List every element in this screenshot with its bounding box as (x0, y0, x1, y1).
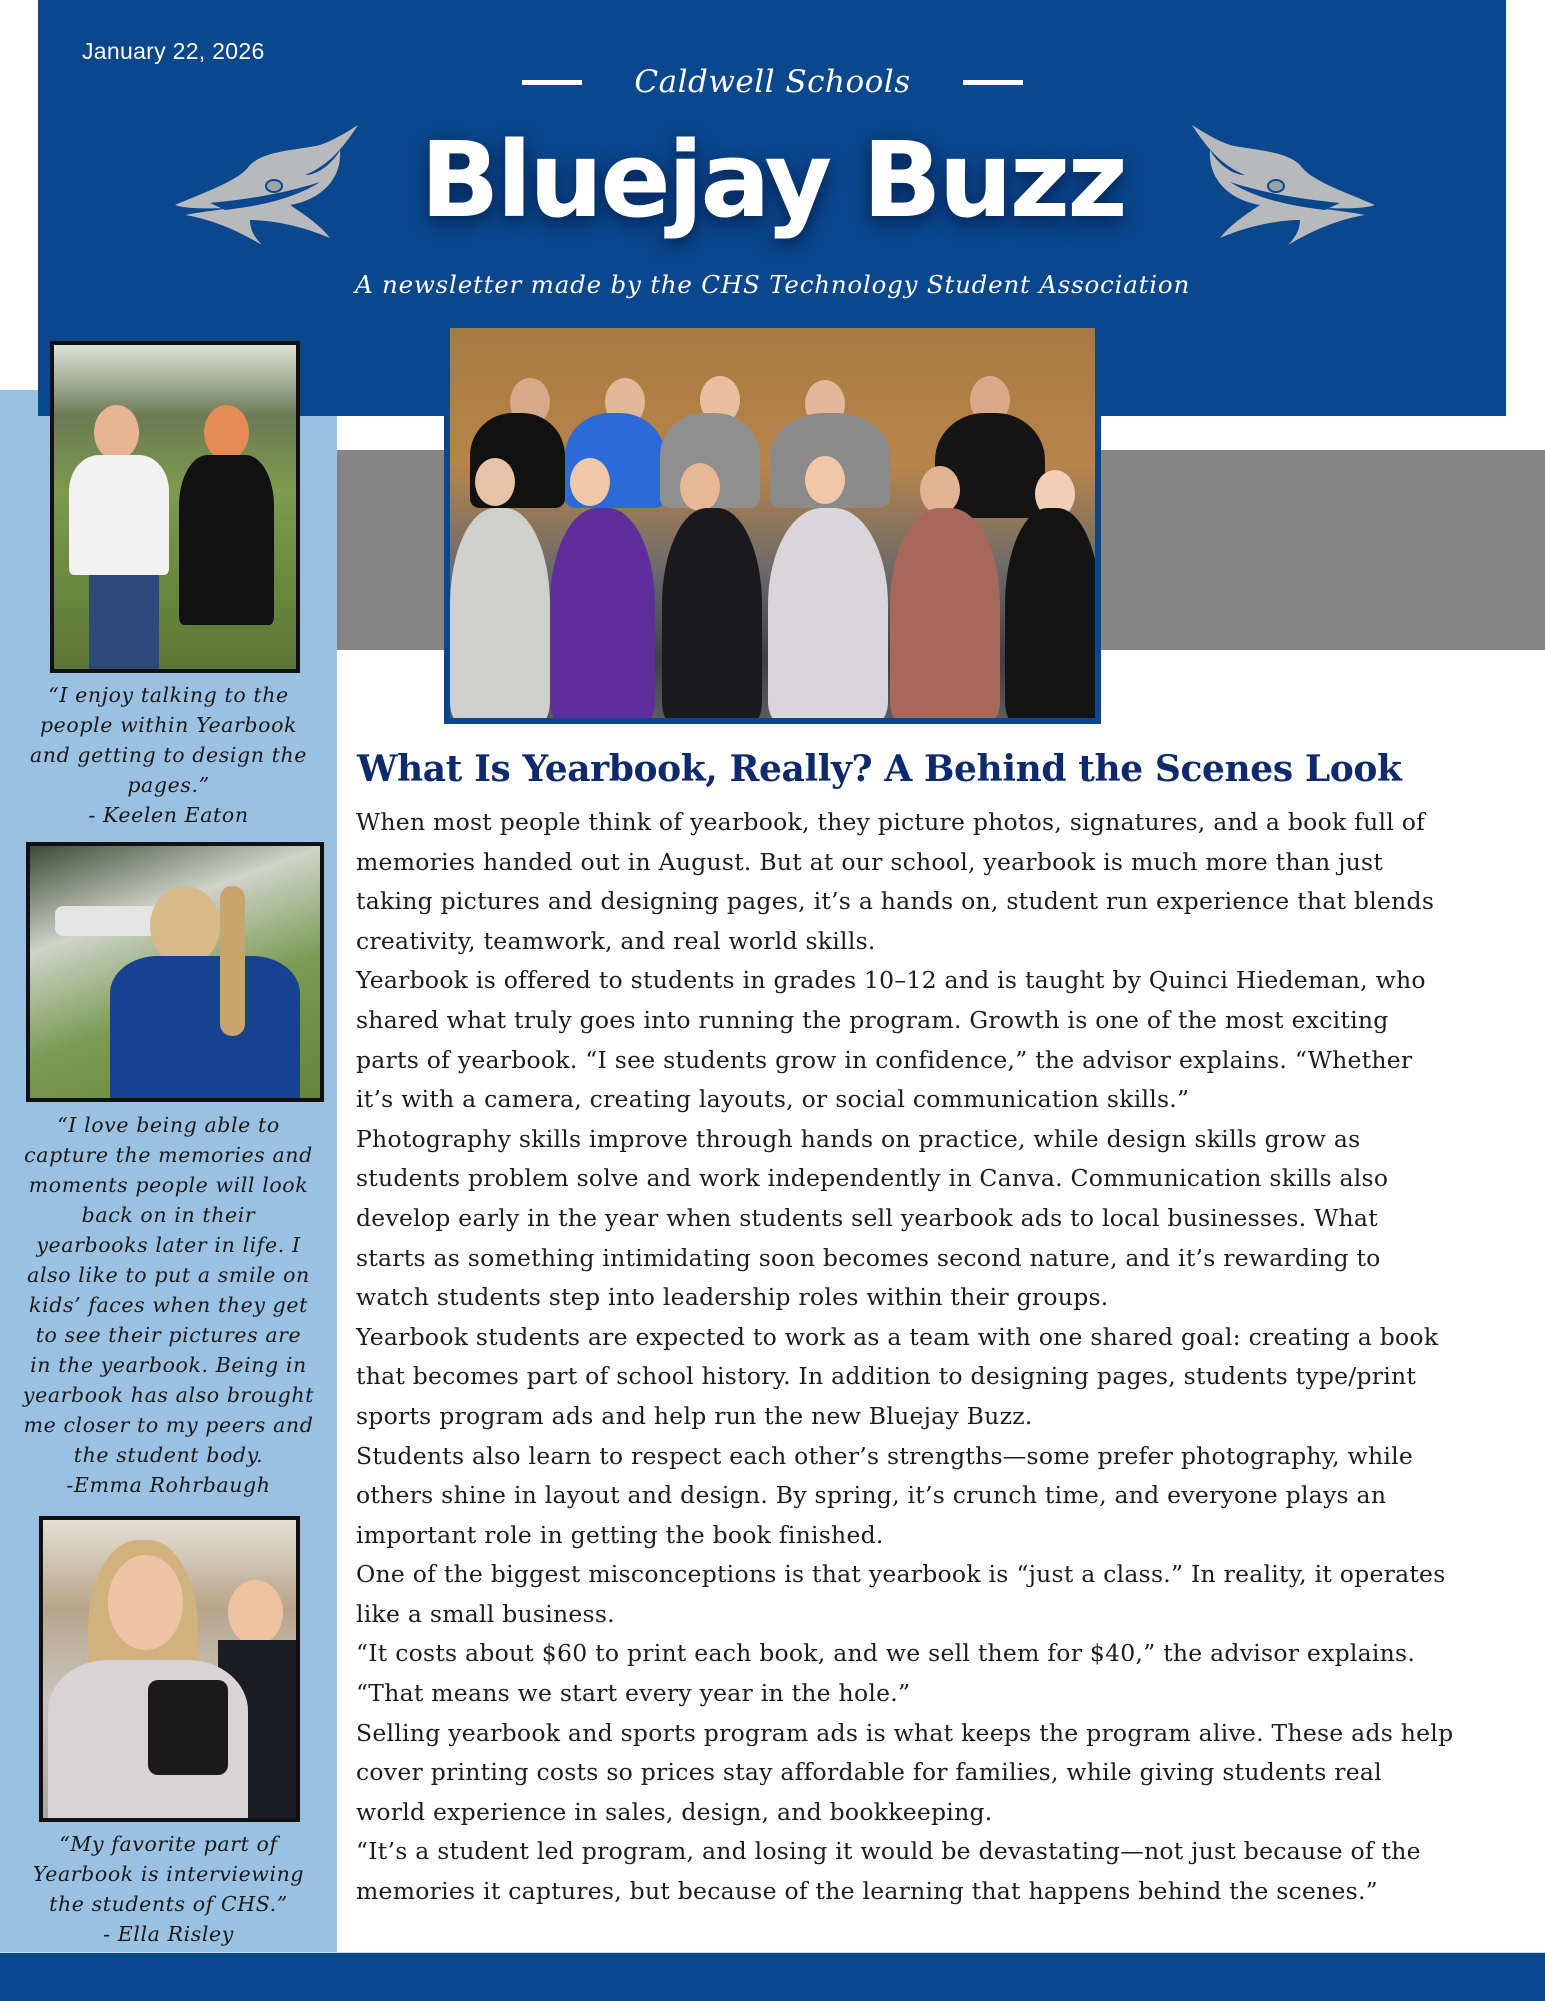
photo-person (450, 508, 550, 723)
quote-attribution: -Emma Rohrbaugh (66, 1473, 271, 1497)
article-title: What Is Yearbook, Really? A Behind the Scenes Look (357, 748, 1402, 790)
article-line: Yearbook students are expected to work as a team with one shared goal: creating a book (356, 1322, 1439, 1351)
article-line: that becomes part of school history. In addition to designing pages, students type/print (356, 1362, 1417, 1391)
article-line: memories handed out in August. But at our school, yearbook is much more than just (356, 847, 1384, 876)
photo-person (550, 508, 655, 723)
quote-line: to see their pictures are (35, 1323, 302, 1347)
camera-icon (148, 1680, 228, 1775)
article-line: memories it captures, but because of the learning that happens behind the scenes.” (356, 1877, 1378, 1906)
article-line: watch students step into leadership roles within their groups. (356, 1283, 1109, 1312)
photo-person (1005, 508, 1100, 723)
quote-line: kids’ faces when they get (29, 1293, 308, 1317)
quote-line: “I enjoy talking to the (48, 683, 289, 707)
photo-person (179, 455, 274, 625)
quote-line: the student body. (73, 1443, 264, 1467)
quote-line: and getting to design the (29, 743, 308, 767)
article-line: taking pictures and designing pages, it’s a hands on, student run experience that blends (356, 887, 1435, 916)
article-line: “That means we start every year in the hole.” (356, 1679, 911, 1708)
photo-person (228, 1580, 283, 1645)
photo-person (805, 456, 845, 504)
quote-attribution: - Keelen Eaton (88, 803, 249, 827)
photo-person (890, 508, 1000, 723)
quote-line: the students of CHS.” (49, 1892, 288, 1916)
article-line: like a small business. (356, 1599, 615, 1628)
article-body (356, 803, 1545, 1912)
school-row (0, 64, 1545, 100)
photo-person (94, 405, 139, 460)
quote-line: “I love being able to (57, 1113, 280, 1137)
photo-person (920, 466, 960, 514)
quote-line: back on in their (81, 1203, 256, 1227)
article-line: others shine in layout and design. By spring, it’s crunch time, and everyone plays an (356, 1481, 1387, 1510)
photo-person (108, 1555, 183, 1650)
quote-ella-risley (0, 1829, 337, 1949)
article-line: important role in getting the book finished. (356, 1520, 884, 1549)
footer-bar (0, 1952, 1545, 2001)
quote-line: yearbook has also brought (22, 1383, 315, 1407)
decorative-rule-right (963, 80, 1023, 85)
photo-person (110, 956, 300, 1102)
issue-date: January 22, 2026 (82, 38, 265, 64)
article-line: cover printing costs so prices stay affordable for families, while giving students real (356, 1758, 1382, 1787)
photo-person (220, 886, 245, 1036)
article-line: “It’s a student led program, and losing it would be devastating—not just because of the (356, 1837, 1421, 1866)
article-line: Students also learn to respect each other’s strengths—some prefer photography, while (356, 1441, 1414, 1470)
article-line: starts as something intimidating soon becomes second nature, and it’s rewarding to (356, 1243, 1381, 1272)
photo-person (204, 405, 249, 460)
article-line: shared what truly goes into running the program. Growth is one of the most exciting (356, 1005, 1389, 1034)
photo-person (150, 886, 220, 966)
article-line: One of the biggest misconceptions is that yearbook is “just a class.” In reality, it operates (356, 1560, 1446, 1589)
quote-line: “My favorite part of (59, 1832, 278, 1856)
article-line: world experience in sales, design, and bookkeeping. (356, 1797, 993, 1826)
photo-person (680, 463, 720, 511)
quote-attribution: - Ella Risley (103, 1922, 234, 1946)
quote-line: people within Yearbook (39, 713, 298, 737)
article-line: Yearbook is offered to students in grades 10–12 and is taught by Quinci Hiedeman, who (356, 966, 1426, 995)
article-line: students problem solve and work independently in Canva. Communication skills also (356, 1164, 1389, 1193)
photo-person (89, 575, 159, 673)
photo-person (570, 458, 610, 506)
group-photo (444, 322, 1101, 724)
article-line: develop early in the year when students sell yearbook ads to local businesses. What (356, 1203, 1378, 1232)
photo-emma-rohrbaugh (26, 842, 324, 1102)
article-line: creativity, teamwork, and real world skills. (356, 926, 876, 955)
article-line: Photography skills improve through hands on practice, while design skills grow as (356, 1124, 1361, 1153)
quote-line: in the yearbook. Being in (30, 1353, 307, 1377)
article-line: sports program ads and help run the new Bluejay Buzz. (356, 1401, 1033, 1430)
quote-line: also like to put a smile on (27, 1263, 310, 1287)
quote-line: moments people will look (28, 1173, 309, 1197)
newsletter-tagline: A newsletter made by the CHS Technology Student Association (354, 270, 1191, 299)
article-line: “It costs about $60 to print each book, and we sell them for $40,” the advisor explains. (356, 1639, 1416, 1668)
quote-line: capture the memories and (24, 1143, 313, 1167)
photo-person (662, 508, 762, 723)
photo-person (768, 508, 888, 723)
photo-keelen-eaton (50, 341, 300, 673)
quote-line: yearbooks later in life. I (36, 1233, 301, 1257)
article-line: Selling yearbook and sports program ads is what keeps the program alive. These ads help (356, 1718, 1454, 1747)
quote-keelen-eaton (0, 680, 337, 830)
quote-line: pages.” (127, 773, 210, 797)
quote-line: Yearbook is interviewing (32, 1862, 305, 1886)
photo-person (475, 458, 515, 506)
decorative-rule-left (522, 80, 582, 85)
article-line: it’s with a camera, creating layouts, or social communication skills.” (356, 1085, 1190, 1114)
quote-line: me closer to my peers and (23, 1413, 314, 1437)
school-name: Caldwell Schools (634, 64, 911, 100)
camera-lens (55, 906, 165, 936)
article-line: parts of yearbook. “I see students grow in confidence,” the advisor explains. “Whether (356, 1045, 1413, 1074)
photo-ella-risley (39, 1516, 300, 1822)
newsletter-title: Bluejay Buzz (420, 119, 1125, 241)
photo-person (69, 455, 169, 575)
quote-emma-rohrbaugh (0, 1110, 337, 1500)
article-line: When most people think of yearbook, they picture photos, signatures, and a book full of (356, 808, 1426, 836)
